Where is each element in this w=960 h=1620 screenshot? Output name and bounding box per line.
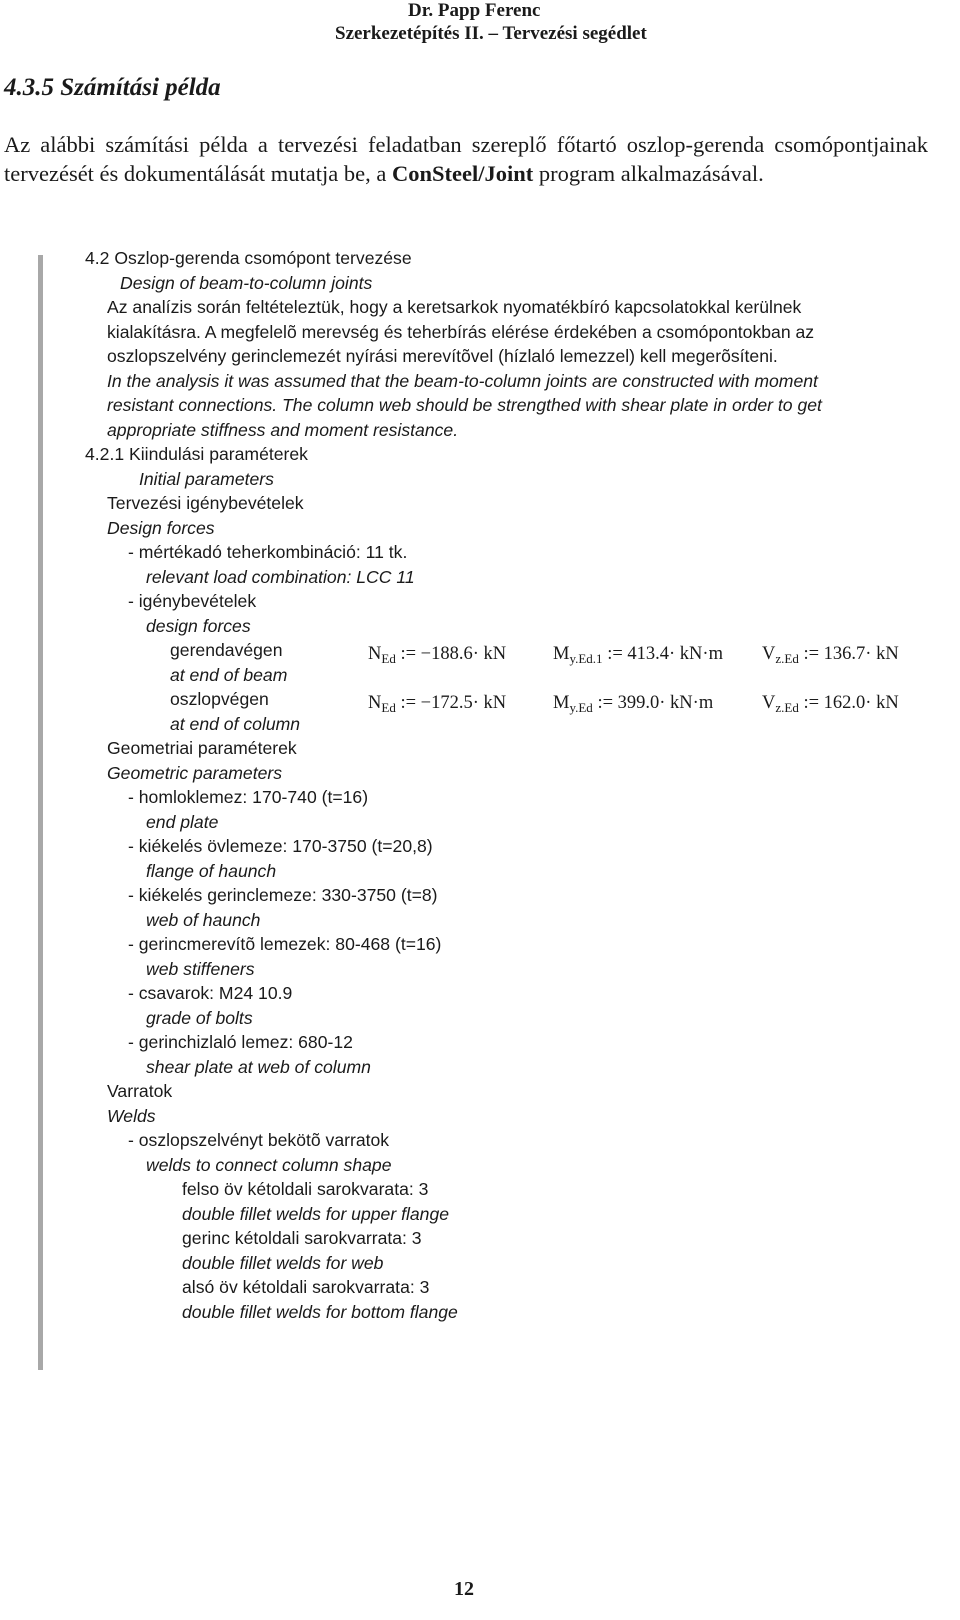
weld-detail-hu: alsó öv kétoldali sarokvarrata: 3 bbox=[182, 1277, 430, 1297]
intro-text-before: Az alábbi számítási példa a tervezési feladatban szereplő főtartó oszlop-gerenda csomópontjainak tervezését és dokumentálását mutatja be, a bbox=[4, 132, 928, 186]
ws-subheading-hu: 4.2.1 Kiindulási paraméterek bbox=[85, 444, 308, 464]
ws-forces-hu: Tervezési igénybevételek bbox=[107, 493, 304, 513]
ws-internal-en: design forces bbox=[146, 616, 251, 636]
ws-welds-en: Welds bbox=[107, 1106, 156, 1126]
weld-detail-hu: gerinc kétoldali sarokvarrata: 3 bbox=[182, 1228, 422, 1248]
geo-item-hu: - gerinchizlaló lemez: 680-12 bbox=[128, 1032, 353, 1052]
geo-item-hu: - kiékelés övlemeze: 170-3750 (t=20,8) bbox=[128, 836, 433, 856]
weld-detail-en: double fillet welds for web bbox=[182, 1253, 384, 1273]
page-number: 12 bbox=[454, 1578, 474, 1600]
geo-item-hu: - csavarok: M24 10.9 bbox=[128, 983, 293, 1003]
ws-welds-item-hu: - oszlopszelvényt bekötõ varratok bbox=[128, 1130, 390, 1150]
worksheet-region-bar bbox=[38, 255, 43, 1370]
ws-combo-en: relevant load combination: LCC 11 bbox=[146, 567, 415, 587]
ws-heading-en: Design of beam-to-column joints bbox=[120, 273, 373, 293]
geo-item-en: web of haunch bbox=[146, 910, 261, 930]
header-author: Dr. Papp Ferenc bbox=[408, 0, 541, 21]
geo-item-en: web stiffeners bbox=[146, 959, 255, 979]
ws-col-end-en: at end of column bbox=[170, 714, 301, 734]
geo-item-hu: - kiékelés gerinclemeze: 330-3750 (t=8) bbox=[128, 885, 438, 905]
column-shear-force-eq: $V_{z.Ed}$ := 162.0· kN bbox=[762, 693, 899, 715]
weld-detail-hu: felso öv kétoldali sarokvarata: 3 bbox=[182, 1179, 429, 1199]
ws-geo-hu: Geometriai paraméterek bbox=[107, 738, 297, 758]
geo-item-en: end plate bbox=[146, 812, 219, 832]
ws-para-en-3: appropriate stiffness and moment resistance. bbox=[107, 420, 459, 440]
ws-welds-item-en: welds to connect column shape bbox=[146, 1155, 392, 1175]
ws-combo-hu: - mértékadó teherkombináció: 11 tk. bbox=[128, 542, 408, 562]
ws-geo-en: Geometric parameters bbox=[107, 763, 283, 783]
ws-subheading-en: Initial parameters bbox=[139, 469, 274, 489]
ws-para-en-1: In the analysis it was assumed that the beam-to-column joints are constructed with moment bbox=[107, 371, 818, 391]
geo-item-en: grade of bolts bbox=[146, 1008, 253, 1028]
weld-detail-en: double fillet welds for upper flange bbox=[182, 1204, 450, 1224]
ws-welds-hu: Varratok bbox=[107, 1081, 173, 1101]
weld-detail-en: double fillet welds for bottom flange bbox=[182, 1302, 458, 1322]
column-moment-eq: $M_{y.Ed}$ := 399.0· kN·m bbox=[553, 693, 714, 715]
column-normal-force-eq: $N_{Ed}$ := −172.5· kN bbox=[368, 693, 507, 715]
ws-internal-hu: - igénybevételek bbox=[128, 591, 257, 611]
ws-heading-hu: 4.2 Oszlop-gerenda csomópont tervezése bbox=[85, 248, 412, 268]
header-course: Szerkezetépítés II. – Tervezési segédlet bbox=[335, 23, 647, 44]
beam-normal-force-eq: $N_{Ed}$ := −188.6· kN bbox=[368, 644, 507, 666]
ws-forces-en: Design forces bbox=[107, 518, 215, 538]
geo-item-en: flange of haunch bbox=[146, 861, 277, 881]
section-title: 4.3.5 Számítási példa bbox=[4, 74, 221, 101]
geo-item-en: shear plate at web of column bbox=[146, 1057, 371, 1077]
ws-beam-end-hu: gerendavégen bbox=[170, 640, 283, 660]
intro-text-after: program alkalmazásával. bbox=[533, 161, 764, 186]
ws-para-hu-2: kialakításra. A megfelelõ merevség és teherbírás elérése érdekében a csomópontokban az bbox=[107, 322, 815, 342]
geo-item-hu: - gerincmerevítõ lemezek: 80-468 (t=16) bbox=[128, 934, 442, 954]
beam-moment-eq: $M_{y.Ed.1}$ := 413.4· kN·m bbox=[553, 644, 723, 666]
ws-para-hu-1: Az analízis során feltételeztük, hogy a keretsarkok nyomatékbíró kapcsolatokkal kerülnek bbox=[107, 297, 802, 317]
ws-para-en-2: resistant connections. The column web should be strengthed with shear plate in order to get bbox=[107, 395, 822, 415]
geo-item-hu: - homloklemez: 170-740 (t=16) bbox=[128, 787, 369, 807]
ws-col-end-hu: oszlopvégen bbox=[170, 689, 269, 709]
ws-beam-end-en: at end of beam bbox=[170, 665, 288, 685]
intro-paragraph bbox=[4, 130, 928, 188]
beam-shear-force-eq: $V_{z.Ed}$ := 136.7· kN bbox=[762, 644, 899, 666]
intro-program-name: ConSteel/Joint bbox=[391, 161, 534, 186]
ws-para-hu-3: oszlopszelvény gerinclemezét nyírási merevítõvel (hízlaló lemezzel) kell megerõsíteni. bbox=[107, 346, 778, 366]
